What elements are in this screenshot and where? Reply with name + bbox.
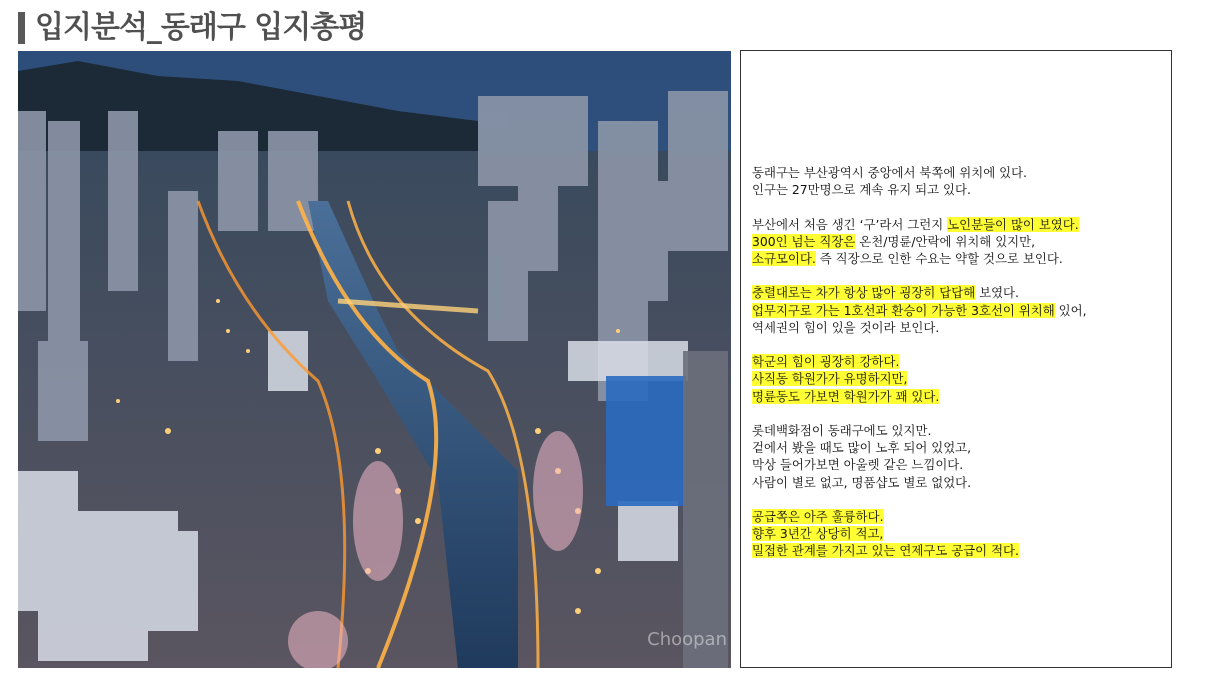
- summary-line: [752, 164, 1167, 181]
- slide-header: [18, 10, 366, 46]
- summary-line: [752, 370, 1167, 387]
- summary-line: [752, 181, 1167, 198]
- summary-line: [752, 542, 1167, 559]
- summary-line: [752, 388, 1167, 405]
- summary-paragraph: [752, 216, 1167, 268]
- city-photo-illustration: [18, 51, 731, 668]
- city-night-photo: [18, 51, 731, 668]
- highlighted-text: 공급쪽은 아주 훌륭하다.: [752, 508, 884, 524]
- plain-text: 인구는 27만명으로 계속 유지 되고 있다.: [752, 182, 971, 198]
- summary-paragraph: [752, 353, 1167, 405]
- highlighted-text: 밀접한 관계를 가지고 있는 연제구도 공급이 적다.: [752, 543, 1019, 559]
- plain-text: 겉에서 봤을 때도 많이 노후 되어 있었고,: [752, 440, 972, 456]
- slide-title: 입지분석_동래구 입지총평: [35, 10, 367, 45]
- summary-text-box: [740, 50, 1172, 668]
- blue-tower: [606, 376, 686, 506]
- summary-line: [752, 456, 1167, 473]
- summary-line: [752, 474, 1167, 491]
- highlighted-text: 소규모이다.: [752, 251, 816, 266]
- summary-line: [752, 250, 1167, 267]
- summary-line: [752, 284, 1167, 301]
- highlighted-text: 학군의 힘이 굉장히 강하다.: [752, 354, 900, 370]
- photo-watermark: Choopan: [647, 629, 727, 650]
- plain-text: 부산에서 처음 생긴 ‘구’라서 그런지: [752, 216, 948, 232]
- summary-paragraph: [752, 422, 1167, 491]
- summary-line: [752, 422, 1167, 439]
- highlighted-text: 노인분들이 많이 보였다.: [947, 216, 1079, 232]
- summary-paragraph: [752, 164, 1167, 198]
- highlighted-text: 명륜동도 가보면 학원가가 꽤 있다.: [752, 388, 940, 404]
- highlighted-text: 향후 3년간 상당히 적고,: [752, 526, 884, 542]
- highlighted-text: 300인 넘는 직장은: [752, 233, 856, 249]
- summary-line: [752, 233, 1167, 250]
- summary-paragraph: [752, 508, 1167, 560]
- summary-paragraph: [752, 284, 1167, 336]
- plain-text: 역세권의 힘이 있을 것이라 보인다.: [752, 319, 940, 335]
- summary-line: [752, 439, 1167, 456]
- summary-line: [752, 319, 1167, 336]
- plain-text: 롯데백화점이 동래구에도 있지만.: [752, 422, 932, 438]
- plain-text: 있어,: [1054, 302, 1087, 318]
- plain-text: 온천/명륜/안락에 위치해 있지만,: [855, 233, 1036, 249]
- highlighted-text: 업무지구로 가는 1호선과 환승이 가능한 3호선이 위치해: [752, 302, 1055, 318]
- summary-line: [752, 525, 1167, 542]
- title-accent-bar: [18, 12, 25, 44]
- summary-line: [752, 353, 1167, 370]
- highlighted-text: 사직동 학원가가 유명하지만,: [752, 371, 908, 387]
- plain-text: 보였다.: [975, 285, 1019, 301]
- plain-text: 즉 직장으로 인한 수요는 약할 것으로 보인다.: [815, 251, 1063, 266]
- plain-text: 동래구는 부산광역시 중앙에서 북쪽에 위치에 있다.: [752, 165, 1027, 180]
- summary-line: [752, 302, 1167, 319]
- summary-line: [752, 508, 1167, 525]
- summary-text: [752, 164, 1167, 577]
- plain-text: 막상 들어가보면 아울렛 같은 느낌이다.: [752, 457, 964, 473]
- highlighted-text: 충렬대로는 차가 항상 많아 굉장히 답답해: [752, 285, 976, 301]
- summary-line: [752, 216, 1167, 233]
- plain-text: 사람이 별로 없고, 명품샵도 별로 없었다.: [752, 474, 972, 490]
